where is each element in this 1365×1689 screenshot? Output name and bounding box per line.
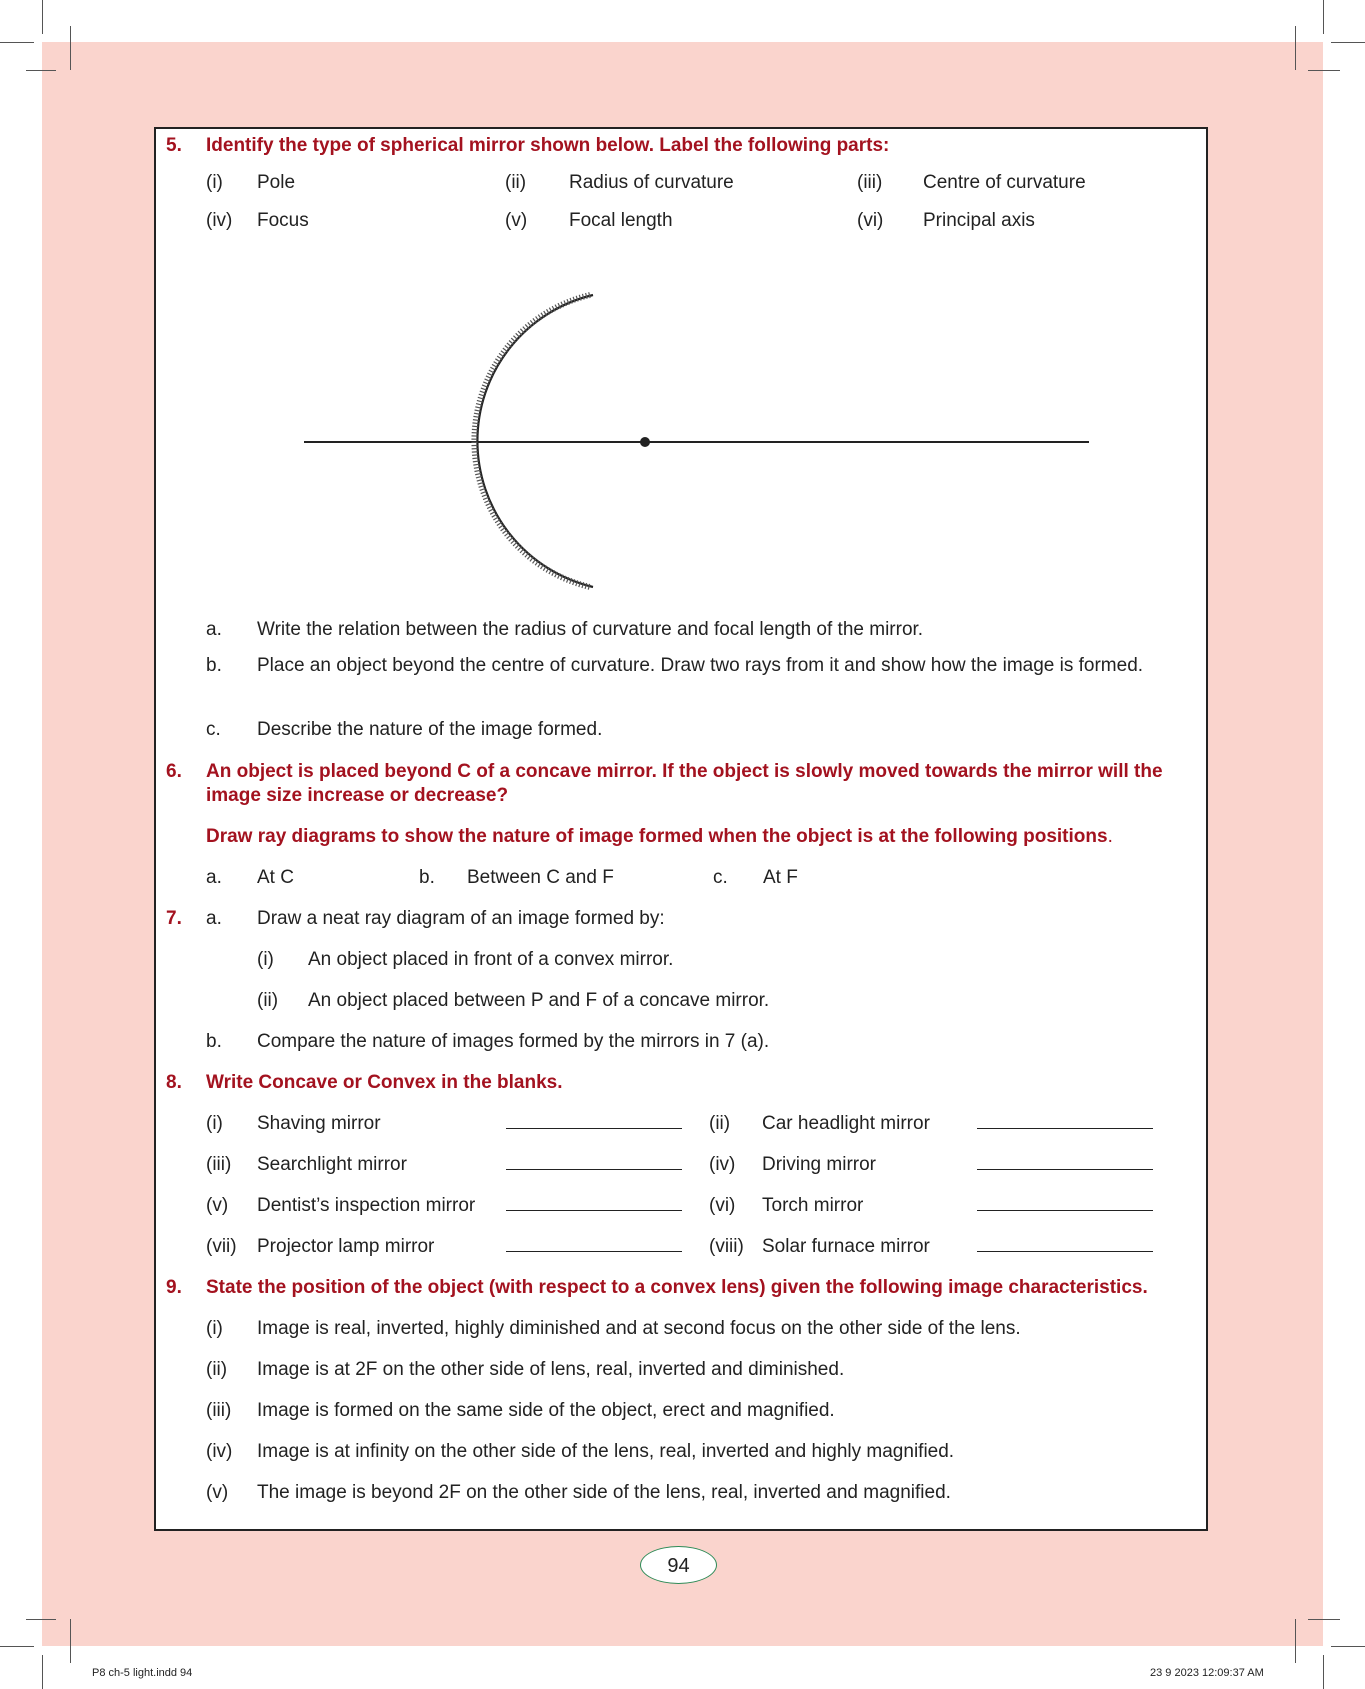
q8-item-num: (ii)	[709, 1113, 731, 1134]
crop-mark	[1331, 1646, 1365, 1647]
q8-answer-blank[interactable]	[977, 1128, 1153, 1129]
q9-item-text: Image is formed on the same side of the object, erect and magnified.	[257, 1400, 835, 1421]
q7-a-label: a.	[206, 908, 222, 929]
q8-item-num: (v)	[206, 1195, 229, 1216]
footer-file-info: P8 ch-5 light.indd 94	[92, 1667, 193, 1679]
q6-option-label: a.	[206, 867, 222, 888]
q6-instruction	[206, 825, 1113, 849]
q6-option-label: b.	[419, 867, 435, 888]
q8-answer-blank[interactable]	[506, 1169, 682, 1170]
q8-item-text: Driving mirror	[762, 1154, 876, 1175]
q8-item-num: (i)	[206, 1113, 223, 1134]
q5-sub-text: Describe the nature of the image formed.	[257, 719, 603, 740]
crop-mark	[26, 1619, 56, 1620]
crop-mark	[42, 0, 43, 34]
q5-sub-label: a.	[206, 619, 222, 640]
q8-question: Write Concave or Convex in the blanks.	[206, 1072, 563, 1093]
q8-item-num: (iv)	[709, 1154, 736, 1175]
q8-item-num: (vii)	[206, 1236, 237, 1257]
crop-mark	[1308, 70, 1340, 71]
q9-item-text: Image is at 2F on the other side of lens, real, inverted and diminished.	[257, 1359, 845, 1380]
q5-sub-label: b.	[206, 655, 222, 676]
q6-number: 6.	[166, 761, 182, 782]
q5-part-text: Centre of curvature	[923, 172, 1086, 193]
q8-answer-blank[interactable]	[506, 1128, 682, 1129]
q8-item-num: (vi)	[709, 1195, 736, 1216]
q7-a-item-num: (i)	[257, 949, 274, 970]
q8-item-num: (viii)	[709, 1236, 744, 1257]
q6-question: An object is placed beyond C of a concave mirror. If the object is slowly moved towards the mirror will the image size increase or decrease?	[206, 761, 1163, 806]
q5-sub-text: Write the relation between the radius of curvature and focal length of the mirror.	[257, 619, 924, 640]
q7-a-item-num: (ii)	[257, 990, 279, 1011]
q6-option-label: c.	[713, 867, 728, 888]
q6-instruction-text: Draw ray diagrams to show the nature of image formed when the object is at the following positions	[206, 826, 1108, 847]
q9-item-num: (ii)	[206, 1359, 228, 1380]
page-number: 94	[640, 1546, 717, 1584]
q8-answer-blank[interactable]	[977, 1210, 1153, 1211]
q8-answer-blank[interactable]	[977, 1169, 1153, 1170]
q7-b-text: Compare the nature of images formed by the mirrors in 7 (a).	[257, 1031, 770, 1052]
q8-answer-blank[interactable]	[506, 1210, 682, 1211]
q7-a-item-text: An object placed in front of a convex mirror.	[308, 949, 674, 970]
q6-option-text: At C	[257, 867, 294, 888]
crop-mark	[1308, 1619, 1340, 1620]
q9-number: 9.	[166, 1277, 182, 1298]
q5-part-text: Pole	[257, 172, 296, 193]
q5-number: 5.	[166, 135, 182, 156]
q9-item-num: (i)	[206, 1318, 223, 1339]
q5-part-num: (ii)	[505, 172, 527, 193]
q9-item-num: (iv)	[206, 1441, 233, 1462]
q5-part-num: (vi)	[857, 210, 884, 231]
q8-item-num: (iii)	[206, 1154, 232, 1175]
crop-mark	[1323, 1655, 1324, 1689]
crop-mark	[42, 1655, 43, 1689]
q5-part-text: Radius of curvature	[569, 172, 734, 193]
q9-item-num: (v)	[206, 1482, 229, 1503]
q8-item-text: Torch mirror	[762, 1195, 864, 1216]
q5-sub-label: c.	[206, 719, 221, 740]
q8-number: 8.	[166, 1072, 182, 1093]
q5-part-num: (iv)	[206, 210, 233, 231]
q5-part-text: Principal axis	[923, 210, 1035, 231]
q8-item-text: Projector lamp mirror	[257, 1236, 435, 1257]
q8-answer-blank[interactable]	[506, 1251, 682, 1252]
crop-mark	[1323, 0, 1324, 34]
q9-item-text: Image is at infinity on the other side of the lens, real, inverted and highly magnified.	[257, 1441, 955, 1462]
q7-a-text: Draw a neat ray diagram of an image formed by:	[257, 908, 665, 929]
crop-mark	[70, 26, 71, 70]
crop-mark	[1295, 1619, 1296, 1663]
q8-item-text: Solar furnace mirror	[762, 1236, 930, 1257]
q6-option-text: Between C and F	[467, 867, 614, 888]
footer-timestamp: 23 9 2023 12:09:37 AM	[1150, 1667, 1264, 1679]
q8-item-text: Shaving mirror	[257, 1113, 381, 1134]
centre-point	[640, 437, 650, 447]
crop-mark	[1295, 26, 1296, 70]
q8-item-text: Dentist’s inspection mirror	[257, 1195, 476, 1216]
q5-part-text: Focal length	[569, 210, 673, 231]
concave-mirror-diagram	[300, 285, 1100, 595]
q8-item-text: Searchlight mirror	[257, 1154, 407, 1175]
crop-mark	[70, 1619, 71, 1663]
q9-question: State the position of the object (with respect to a convex lens) given the following image characteristics.	[206, 1277, 1148, 1298]
q9-item-text: The image is beyond 2F on the other side of the lens, real, inverted and magnified.	[257, 1482, 951, 1503]
q5-question: Identify the type of spherical mirror shown below. Label the following parts:	[206, 135, 890, 156]
q7-b-label: b.	[206, 1031, 222, 1052]
crop-mark	[1331, 42, 1365, 43]
q9-item-text: Image is real, inverted, highly diminished and at second focus on the other side of the lens.	[257, 1318, 1021, 1339]
crop-mark	[0, 1646, 34, 1647]
q7-a-item-text: An object placed between P and F of a concave mirror.	[308, 990, 770, 1011]
crop-mark	[26, 70, 56, 71]
q6-instruction-end: .	[1107, 826, 1113, 847]
q5-part-num: (v)	[505, 210, 528, 231]
q5-part-text: Focus	[257, 210, 309, 231]
q9-item-num: (iii)	[206, 1400, 232, 1421]
q7-number: 7.	[166, 908, 182, 929]
crop-mark	[0, 42, 34, 43]
q5-sub-text: Place an object beyond the centre of curvature. Draw two rays from it and show how the image is formed.	[257, 655, 1144, 676]
q8-answer-blank[interactable]	[977, 1251, 1153, 1252]
q5-part-num: (i)	[206, 172, 223, 193]
q5-part-num: (iii)	[857, 172, 883, 193]
q8-item-text: Car headlight mirror	[762, 1113, 930, 1134]
q6-option-text: At F	[763, 867, 798, 888]
